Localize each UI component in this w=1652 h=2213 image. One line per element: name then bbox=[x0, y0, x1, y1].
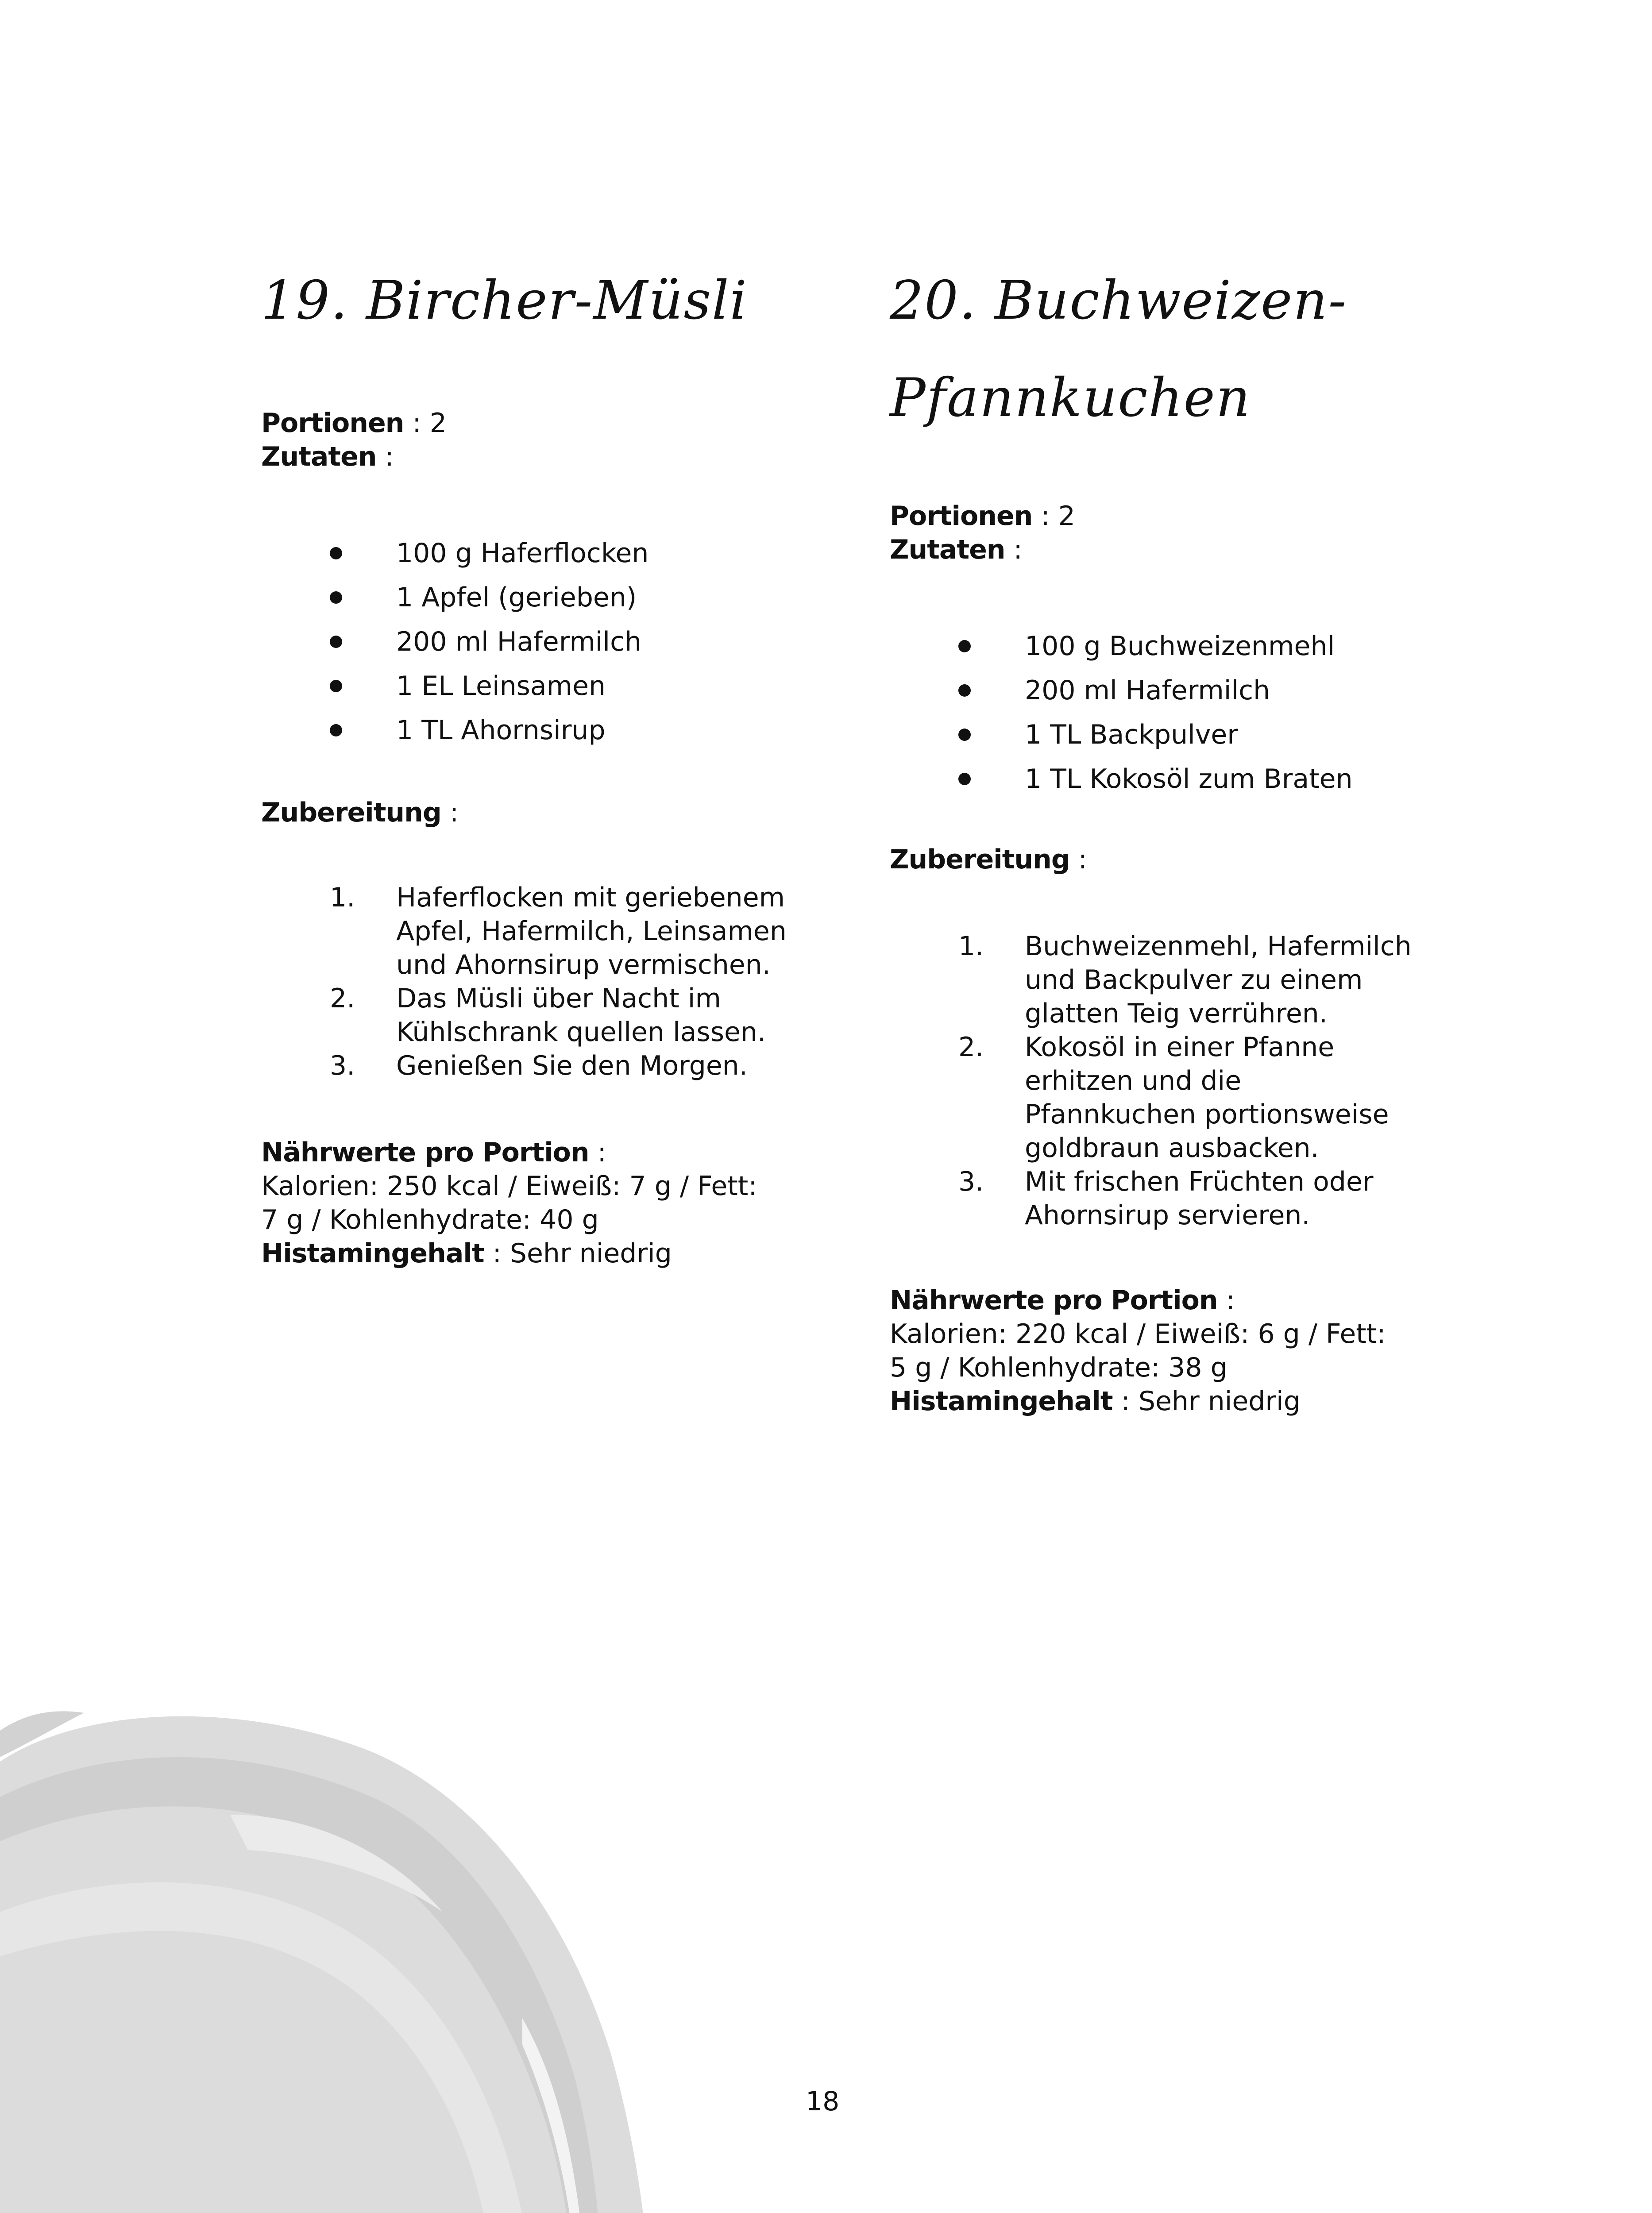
recipe-meta bbox=[890, 499, 1075, 567]
bullet-icon bbox=[958, 773, 971, 785]
zubereitung-label: Zubereitung bbox=[261, 797, 441, 828]
step-line: Kühlschrank quellen lassen. bbox=[396, 1017, 766, 1048]
step-number: 2. bbox=[330, 983, 355, 1014]
bullet-icon bbox=[330, 636, 342, 648]
ingredient-text: 1 EL Leinsamen bbox=[396, 671, 606, 702]
recipe-title-line: Pfannkuchen bbox=[890, 367, 1251, 429]
zutaten-label: Zutaten bbox=[261, 441, 377, 472]
naehrwerte-label: Nährwerte pro Portion bbox=[261, 1137, 589, 1168]
step-line: Haferflocken mit geriebenem bbox=[396, 882, 785, 913]
ingredient-text: 1 TL Ahornsirup bbox=[396, 715, 606, 746]
step-line: Kokosöl in einer Pfanne bbox=[1025, 1032, 1335, 1063]
list-item bbox=[890, 624, 1353, 668]
step-line: Pfannkuchen portionsweise bbox=[1025, 1099, 1389, 1130]
naehrwerte-line: Kalorien: 250 kcal / Eiweiß: 7 g / Fett: bbox=[261, 1171, 757, 1202]
step-text bbox=[396, 982, 777, 1049]
list-item bbox=[261, 620, 648, 664]
step-line: Genießen Sie den Morgen. bbox=[396, 1050, 748, 1081]
step-line: Buchweizenmehl, Hafermilch bbox=[1025, 931, 1412, 962]
naehrwerte-suffix: : bbox=[1217, 1285, 1235, 1316]
bullet-icon bbox=[958, 640, 971, 652]
recipe-meta bbox=[261, 406, 447, 474]
naehrwerte-suffix: : bbox=[589, 1137, 606, 1168]
naehrwerte-line: Kalorien: 220 kcal / Eiweiß: 6 g / Fett: bbox=[890, 1319, 1386, 1349]
step-text bbox=[1025, 1165, 1405, 1232]
bullet-icon bbox=[330, 680, 342, 692]
naehrwerte-block bbox=[261, 1136, 757, 1270]
list-item bbox=[261, 708, 648, 752]
list-item bbox=[890, 1030, 1405, 1165]
ingredient-text: 200 ml Hafermilch bbox=[396, 626, 642, 657]
portionen-label: Portionen bbox=[890, 501, 1033, 532]
recipe-title-line: 20. Buchweizen- bbox=[890, 270, 1347, 332]
brush-stroke-decoration bbox=[0, 1682, 664, 2213]
portionen-line bbox=[261, 406, 447, 440]
step-list bbox=[890, 929, 1412, 1232]
zutaten-line bbox=[890, 533, 1075, 567]
step-line: Das Müsli über Nacht im bbox=[396, 983, 721, 1014]
ingredient-list bbox=[890, 624, 1353, 801]
step-text bbox=[396, 881, 787, 982]
bullet-icon bbox=[958, 729, 971, 741]
zubereitung-suffix: : bbox=[1069, 844, 1088, 875]
naehrwerte-block bbox=[890, 1284, 1386, 1418]
ingredient-list bbox=[261, 531, 648, 752]
zubereitung-suffix: : bbox=[441, 797, 459, 828]
naehrwerte-line: 5 g / Kohlenhydrate: 38 g bbox=[890, 1352, 1227, 1383]
list-item bbox=[890, 757, 1353, 801]
list-item bbox=[261, 982, 777, 1049]
bullet-icon bbox=[330, 547, 342, 559]
recipe-title-continued bbox=[890, 367, 1251, 429]
list-item bbox=[890, 929, 1412, 1030]
zutaten-suffix: : bbox=[1005, 534, 1023, 565]
zutaten-suffix: : bbox=[376, 441, 394, 472]
list-item bbox=[890, 668, 1353, 713]
naehrwerte-label: Nährwerte pro Portion bbox=[890, 1285, 1218, 1316]
list-item bbox=[261, 575, 648, 620]
portionen-label: Portionen bbox=[261, 408, 404, 439]
list-item bbox=[890, 713, 1353, 757]
recipe-title-line: 19. Bircher-Müsli bbox=[261, 270, 748, 332]
step-number: 3. bbox=[958, 1166, 984, 1197]
step-line: erhitzen und die bbox=[1025, 1065, 1242, 1096]
step-number: 1. bbox=[958, 931, 984, 962]
portionen-value: : 2 bbox=[1032, 501, 1075, 532]
portionen-line bbox=[890, 499, 1075, 533]
step-line: und Backpulver zu einem bbox=[1025, 964, 1363, 995]
step-line: Ahornsirup servieren. bbox=[1025, 1200, 1310, 1231]
step-line: und Ahornsirup vermischen. bbox=[396, 949, 771, 980]
step-line: goldbraun ausbacken. bbox=[1025, 1133, 1319, 1164]
ingredient-text: 100 g Buchweizenmehl bbox=[1025, 631, 1335, 662]
bullet-icon bbox=[958, 684, 971, 697]
list-item bbox=[890, 1165, 1405, 1232]
naehrwerte-line: 7 g / Kohlenhydrate: 40 g bbox=[261, 1204, 599, 1235]
step-number: 1. bbox=[330, 882, 355, 913]
recipe-title bbox=[261, 270, 748, 332]
histamin-label: Histamingehalt bbox=[261, 1238, 484, 1269]
zutaten-label: Zutaten bbox=[890, 534, 1005, 565]
list-item bbox=[261, 531, 648, 575]
ingredient-text: 200 ml Hafermilch bbox=[1025, 675, 1270, 706]
zubereitung-heading bbox=[261, 796, 459, 829]
step-line: glatten Teig verrühren. bbox=[1025, 998, 1328, 1029]
step-list bbox=[261, 881, 787, 1083]
zubereitung-heading bbox=[890, 843, 1087, 876]
list-item bbox=[261, 1049, 777, 1083]
ingredient-text: 100 g Haferflocken bbox=[396, 538, 649, 569]
step-line: Apfel, Hafermilch, Leinsamen bbox=[396, 916, 787, 947]
bullet-icon bbox=[330, 724, 342, 736]
step-line: Mit frischen Früchten oder bbox=[1025, 1166, 1374, 1197]
list-item bbox=[261, 881, 787, 982]
histamin-value: : Sehr niedrig bbox=[1112, 1386, 1301, 1417]
zubereitung-label: Zubereitung bbox=[890, 844, 1070, 875]
step-text bbox=[1025, 1030, 1405, 1165]
step-text bbox=[396, 1049, 777, 1083]
page-number: 18 bbox=[806, 2086, 840, 2117]
ingredient-text: 1 TL Kokosöl zum Braten bbox=[1025, 763, 1353, 794]
step-number: 2. bbox=[958, 1032, 984, 1063]
zutaten-line bbox=[261, 440, 447, 474]
portionen-value: : 2 bbox=[404, 408, 447, 439]
ingredient-text: 1 Apfel (gerieben) bbox=[396, 582, 637, 613]
step-number: 3. bbox=[330, 1050, 355, 1081]
bullet-icon bbox=[330, 591, 342, 604]
histamin-value: : Sehr niedrig bbox=[484, 1238, 672, 1269]
step-text bbox=[1025, 929, 1412, 1030]
ingredient-text: 1 TL Backpulver bbox=[1025, 719, 1238, 750]
list-item bbox=[261, 664, 648, 708]
histamin-label: Histamingehalt bbox=[890, 1386, 1113, 1417]
recipe-title bbox=[890, 270, 1347, 332]
